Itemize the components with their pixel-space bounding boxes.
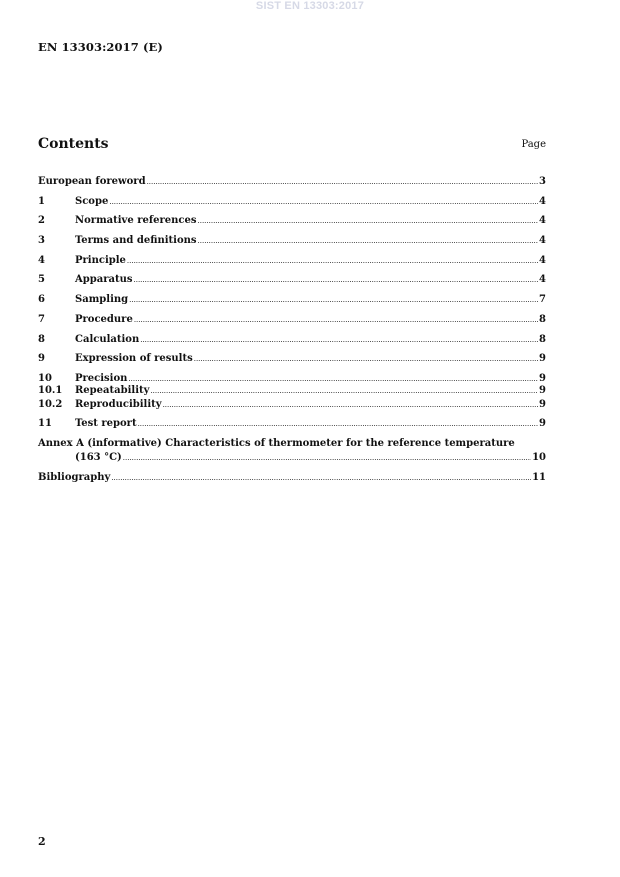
toc-entry-expression-of-results[interactable] [38,353,546,365]
toc-entry-precision[interactable] [38,373,546,385]
toc-entry-title: Expression of results [75,353,193,364]
toc-entry-number: 11 [38,418,52,429]
toc-leader-dots [134,314,538,326]
toc-entry-title: Calculation [75,334,140,345]
toc-entry-number: 5 [38,274,45,285]
toc-entry-page: 10 [532,452,546,463]
toc-entry-page: 8 [539,314,546,325]
toc-leader-dots [163,399,538,411]
toc-entry-repeatability[interactable] [38,385,546,397]
toc-entry-title: Repeatability [75,385,150,396]
watermark: SIST EN 13303:2017 [255,0,365,12]
page-column-label: Page [521,139,546,150]
toc-entry-page: 9 [539,385,546,396]
toc-entry-reproducibility[interactable] [38,399,546,411]
toc-entry-title: (163 °C) [75,452,122,463]
toc-leader-dots [198,215,539,227]
toc-entry-page: 4 [539,274,546,285]
toc-entry-foreword[interactable] [38,176,546,188]
toc-leader-dots [109,196,538,208]
toc-leader-dots [129,294,538,306]
toc-leader-dots [140,334,538,346]
toc-entry-number: 9 [38,353,45,364]
toc-entry-bibliography[interactable] [38,472,546,484]
toc-entry-procedure[interactable] [38,314,546,326]
toc-entry-title: Apparatus [75,274,133,285]
toc-entry-number: 4 [38,255,45,266]
toc-leader-dots [134,274,539,286]
toc-entry-number: 1 [38,196,45,207]
toc-entry-title: Principle [75,255,126,266]
toc-entry-page: 3 [539,176,546,187]
toc-entry-title: Bibliography [38,472,111,483]
toc-entry-number: 3 [38,235,45,246]
toc-entry-page: 9 [539,399,546,410]
toc-entry-title: Reproducibility [75,399,162,410]
toc-entry-page: 7 [539,294,546,305]
contents-heading: Contents [38,136,109,152]
toc-leader-dots [194,353,538,365]
toc-entry-page: 11 [532,472,546,483]
toc-leader-dots [147,176,538,188]
toc-entry-number: 6 [38,294,45,305]
toc-entry-scope[interactable] [38,196,546,208]
toc-entry-apparatus[interactable] [38,274,546,286]
toc-entry-annex-a-continuation[interactable] [75,452,546,464]
toc-entry-normative-references[interactable] [38,215,546,227]
toc-entry-page: 9 [539,373,546,384]
toc-leader-dots [138,418,538,430]
toc-entry-title: Terms and definitions [75,235,197,246]
toc-entry-principle[interactable] [38,255,546,267]
toc-entry-terms-and-definitions[interactable] [38,235,546,247]
toc-entry-number: 10 [38,373,52,384]
toc-entry-test-report[interactable] [38,418,546,430]
toc-leader-dots [128,373,538,385]
toc-entry-number: 10.2 [38,399,63,410]
toc-entry-title: Sampling [75,294,129,305]
toc-entry-annex-a[interactable]: Annex A (informative) Characteristics of thermometer for the reference temperature [38,438,515,449]
toc-entry-calculation[interactable] [38,334,546,346]
toc-leader-dots [150,385,538,397]
toc-leader-dots [123,452,531,464]
toc-entry-number: 7 [38,314,45,325]
toc-entry-title: Scope [75,196,109,207]
toc-entry-page: 4 [539,196,546,207]
document-id: EN 13303:2017 (E) [38,40,163,54]
toc-entry-page: 4 [539,215,546,226]
page-number: 2 [38,835,46,848]
toc-leader-dots [127,255,538,267]
toc-entry-number: 2 [38,215,45,226]
toc-entry-sampling[interactable] [38,294,546,306]
toc-entry-title: Test report [75,418,137,429]
toc-entry-number: 10.1 [38,385,63,396]
toc-entry-page: 9 [539,353,546,364]
toc-entry-number: 8 [38,334,45,345]
toc-entry-page: 4 [539,255,546,266]
toc-entry-title: Precision [75,373,128,384]
toc-entry-title: Normative references [75,215,197,226]
toc-leader-dots [198,235,539,247]
toc-entry-page: 8 [539,334,546,345]
toc-entry-title: Procedure [75,314,133,325]
toc-leader-dots [111,472,531,484]
toc-entry-title: European foreword [38,176,146,187]
toc-entry-page: 9 [539,418,546,429]
toc-entry-page: 4 [539,235,546,246]
